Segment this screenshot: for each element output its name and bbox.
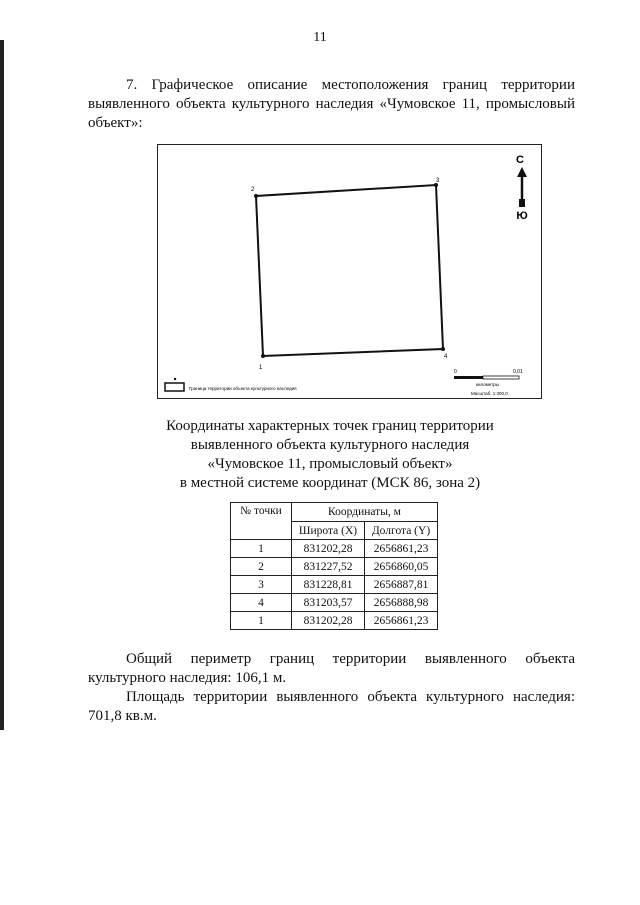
scale-start: 0 — [454, 369, 457, 375]
coordinates-table — [230, 502, 438, 630]
scale-end: 0,01 — [513, 369, 523, 375]
perimeter-line2: культурного наследия: 106,1 м. — [88, 670, 287, 686]
table-row: 1 831202,28 2656861,23 — [231, 540, 438, 558]
point-label-1: 1 — [259, 365, 263, 371]
header-coordinates: Координаты, м — [292, 503, 438, 522]
coordinates-title-line1: Координаты характерных точек границ территории — [166, 418, 494, 434]
area-line2: 701,8 кв.м. — [88, 708, 157, 724]
boundary-point-1 — [261, 354, 265, 358]
page-number: 11 — [313, 30, 327, 45]
boundary-point-2 — [254, 194, 258, 198]
table-row: 1 831202,28 2656861,23 — [231, 612, 438, 630]
header-latitude: Широта (X) — [292, 522, 365, 540]
section-heading-line3: объект»: — [88, 115, 143, 131]
table-row: 2 831227,52 2656860,05 — [231, 558, 438, 576]
legend-swatch — [165, 383, 184, 391]
point-label-2: 2 — [251, 187, 255, 193]
section-heading-line1: 7. Графическое описание местоположения границ территории — [126, 77, 575, 93]
scan-edge — [0, 40, 4, 730]
perimeter-line1: Общий периметр границ территории выявленного объекта — [126, 651, 575, 667]
boundary-map — [157, 144, 542, 399]
header-point-number: № точки — [231, 503, 292, 540]
scale-ratio: Масштаб: 1:300,0 — [471, 391, 508, 396]
coordinates-title-line4: в местной системе координат (МСК 86, зона 2) — [179, 475, 481, 491]
coordinates-title — [0, 417, 640, 493]
area-text — [88, 688, 575, 726]
header-longitude: Долгота (Y) — [365, 522, 438, 540]
legend-text: Граница территории объекта культурного наследия — [189, 386, 297, 391]
section-heading-line2: выявленного объекта культурного наследия «Чумовское 11, промысловый — [88, 96, 575, 112]
area-line1: Площадь территории выявленного объекта культурного наследия: — [126, 689, 575, 705]
coordinates-title-line3: «Чумовское 11, промысловый объект» — [207, 456, 453, 472]
boundary-point-4 — [441, 347, 445, 351]
point-label-4: 4 — [444, 354, 448, 360]
table-row: 3 831228,81 2656887,81 — [231, 576, 438, 594]
section-heading — [88, 76, 575, 133]
scale-unit: километры — [476, 382, 499, 387]
coordinates-title-line2: выявленного объекта культурного наследия — [190, 437, 470, 453]
point-label-3: 3 — [436, 178, 440, 184]
compass-north-label: С — [516, 154, 524, 166]
territory-boundary — [256, 185, 443, 356]
compass-south-label: Ю — [516, 210, 528, 222]
table-row: 4 831203,57 2656888,98 — [231, 594, 438, 612]
perimeter-text — [88, 650, 575, 688]
